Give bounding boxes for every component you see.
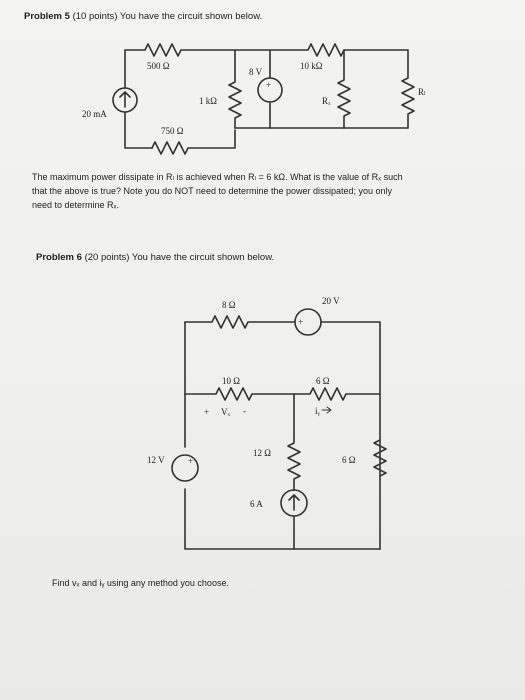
resistor-10-ohm: [185, 388, 294, 400]
label-6-ohm-top: 6 Ω: [316, 376, 330, 386]
label-6-ohm-right: 6 Ω: [342, 455, 356, 465]
problem5-number: Problem 5: [24, 11, 70, 22]
label-10k-ohm: 10 kΩ: [300, 61, 323, 71]
label-12v: 12 V: [147, 455, 165, 465]
problem6-heading: [36, 252, 274, 263]
label-8v: 8 V: [249, 67, 263, 77]
problem6-points: (20 points) You have the circuit shown below.: [84, 252, 275, 263]
label-20ma: 20 mA: [82, 109, 107, 119]
resistor-8-ohm: [185, 316, 294, 328]
problem5-text-line1: The maximum power dissipate in Rₗ is achieved when Rₗ = 6 kΩ. What is the value of Rₓ such: [32, 172, 403, 182]
svg-text:+: +: [188, 456, 194, 466]
problem5-question: [32, 170, 472, 212]
problem6-circuit: [172, 309, 386, 549]
problem5-text-line2: that the above is true? Note you do NOT need to determine the power dissipated; you only: [32, 186, 393, 196]
label-vx-minus: -: [243, 406, 246, 416]
label-6a: 6 A: [250, 499, 263, 509]
label-8-ohm: 8 Ω: [222, 300, 236, 310]
resistor-12-ohm: [288, 394, 300, 490]
resistor-rl: [402, 50, 414, 128]
resistor-6-ohm-horizontal: [294, 388, 380, 400]
label-vx: Vₓ: [221, 407, 231, 417]
label-rx: Rₓ: [322, 96, 331, 106]
label-iy: iᵧ: [315, 406, 320, 416]
label-rl: Rₗ: [418, 87, 426, 97]
label-750-ohm: 750 Ω: [161, 126, 184, 136]
label-500-ohm: 500 Ω: [147, 61, 170, 71]
svg-text:+: +: [298, 317, 304, 327]
problem5-text-line3: need to determine Rₓ.: [32, 200, 120, 210]
svg-text:+: +: [266, 80, 272, 90]
label-vx-plus: +: [204, 407, 210, 417]
resistor-rx: [338, 50, 350, 128]
label-1k-ohm: 1 kΩ: [199, 96, 217, 106]
label-20v: 20 V: [322, 296, 340, 306]
label-10-ohm: 10 Ω: [222, 376, 240, 386]
resistor-6-ohm-vertical: [374, 440, 386, 476]
resistor-500-ohm: [125, 44, 408, 56]
voltage-source-12v: [172, 455, 198, 481]
resistor-1k-ohm: [229, 50, 241, 128]
label-12-ohm: 12 Ω: [253, 448, 271, 458]
problem6-question: Find vₓ and iᵧ using any method you choose.: [52, 578, 229, 588]
problem6-number: Problem 6: [36, 252, 82, 263]
problem5-points: (10 points) You have the circuit shown below.: [72, 11, 263, 22]
